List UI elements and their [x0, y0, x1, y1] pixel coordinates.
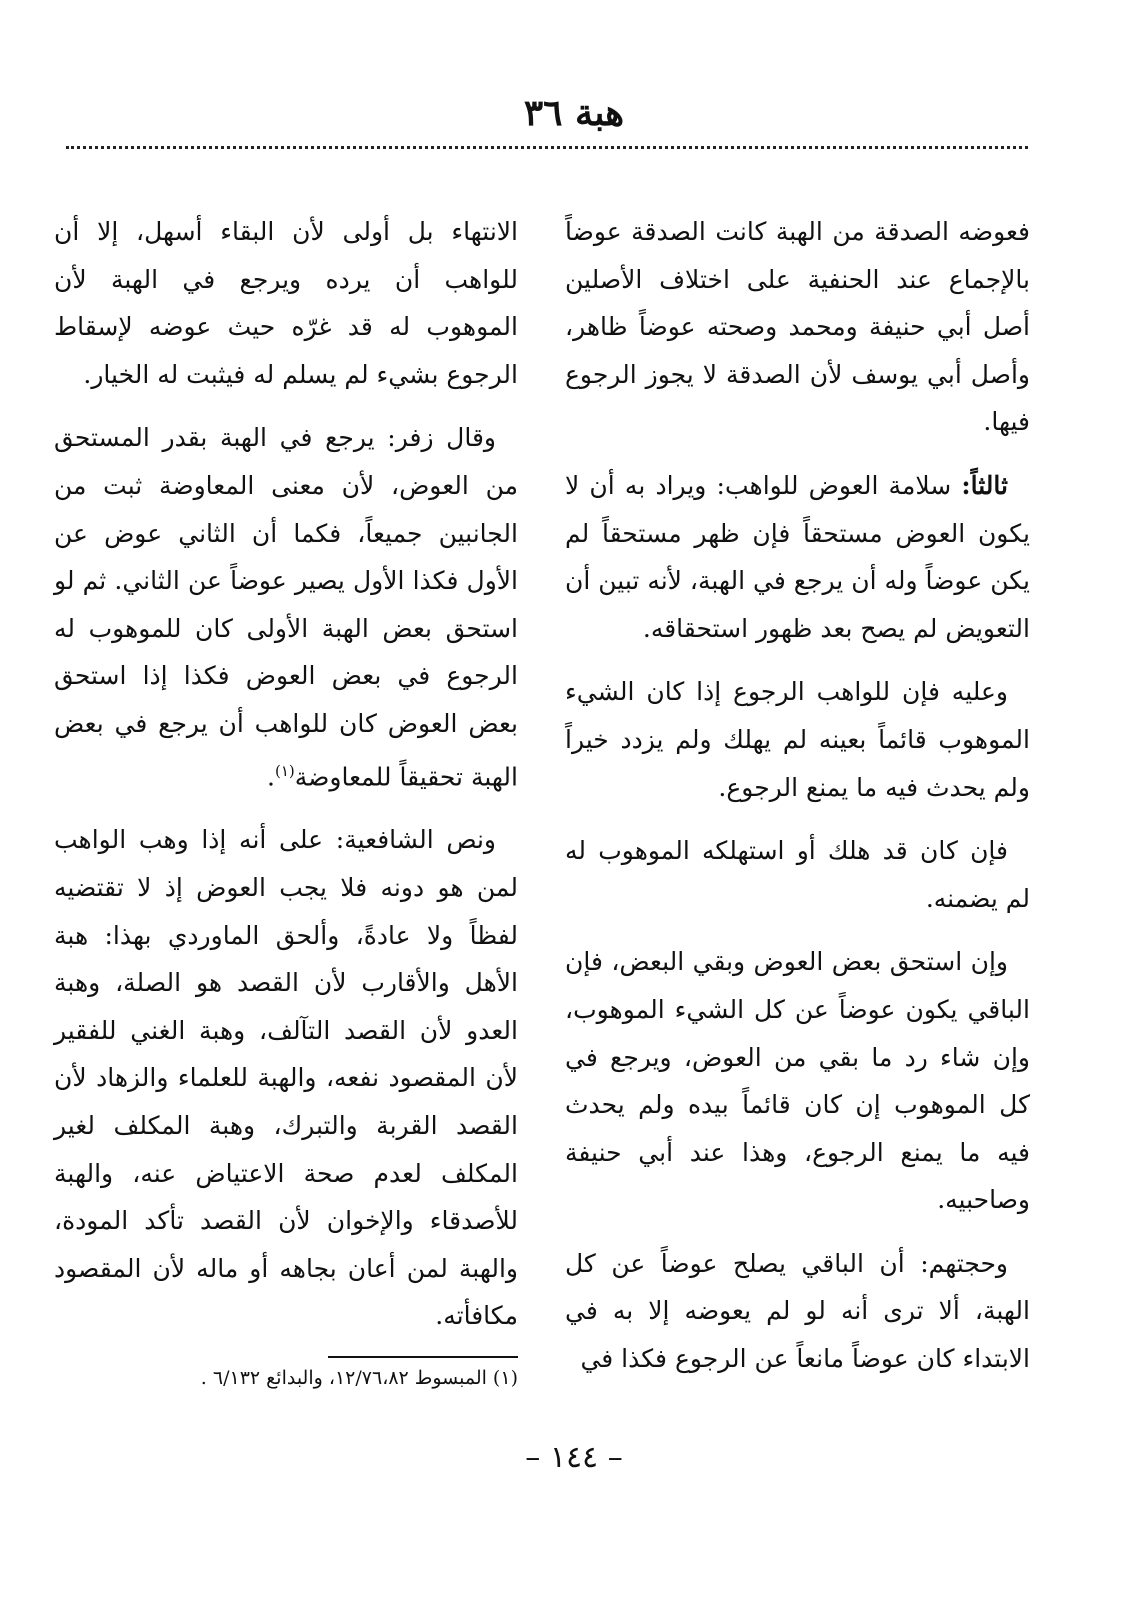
footnote-separator	[328, 1356, 518, 1358]
left-paragraph-2-text: وقال زفر: يرجع في الهبة بقدر المستحق من العوض، لأن معنى المعاوضة ثبت من الجانبين جميعاً، فكما أن الثاني عوض عن الأول فكذا الأول يصير عوضاً عن الثاني. ثم لو استحق بعض الهبة الأولى كان للموهوب له الرجوع في بعض العوض فكذا إذا استحق بعض العوض كان للواهب أن يرجع في بعض الهبة تحقيقاً للمعاوضة	[54, 423, 518, 791]
page-number: – ١٤٤ –	[525, 1440, 623, 1475]
footnote-text: (١) المبسوط ١٢/٧٦،٨٢، والبدائع ٦/١٣٢ .	[200, 1366, 518, 1389]
left-paragraph-2	[54, 414, 518, 800]
right-paragraph-3: وعليه فإن للواهب الرجوع إذا كان الشيء الموهوب قائماً بعينه لم يهلك ولم يزدد خيراً ولم يحدث فيه ما يمنع الرجوع.	[565, 677, 1030, 802]
left-paragraph-3: ونص الشافعية: على أنه إذا وهب الواهب لمن هو دونه فلا يجب العوض إذ لا تقتضيه لفظاً ولا عادةً، وألحق الماوردي بهذا: هبة الأهل والأقارب لأن القصد هو الصلة، وهبة العدو لأن القصد التآلف، وهبة الغني للفقير لأن المقصود نفعه، والهبة للعلماء والزهاد لأن القصد القربة والتبرك، وهبة المكلف لغير المكلف لعدم صحة الاعتياض عنه، والهبة للأصدقاء والإخوان لأن القصد تأكد المودة، والهبة لمن أعان بجاهه أو ماله لأن المقصود مكافأته.	[54, 825, 518, 1331]
right-paragraph-1: فعوضه الصدقة من الهبة كانت الصدقة عوضاً بالإجماع عند الحنفية على اختلاف الأصلين أصل أبي حنيفة ومحمد وصحته عوضاً ظاهر، وأصل أبي يوسف لأن الصدقة لا يجوز الرجوع فيها.	[565, 217, 1030, 437]
left-paragraph-1: الانتهاء بل أولى لأن البقاء أسهل، إلا أن للواهب أن يرده ويرجع في الهبة لأن الموهوب له قد غرّه حيث عوضه لإسقاط الرجوع بشيء لم يسلم له فيثبت له الخيار.	[54, 217, 518, 389]
left-paragraph-2-end: .	[267, 761, 275, 791]
header-dotted-divider	[66, 146, 1028, 149]
page-header-title: هبة ٣٦	[523, 92, 625, 134]
right-paragraph-4: فإن كان قد هلك أو استهلكه الموهوب له لم يضمنه.	[565, 836, 1030, 913]
footnote-reference: (١)	[275, 761, 295, 780]
left-column	[54, 208, 518, 1392]
section-lead-thalithan: ثالثاً:	[961, 470, 1008, 500]
right-paragraph-5: وإن استحق بعض العوض وبقي البعض، فإن الباقي يكون عوضاً عن كل الشيء الموهوب، وإن شاء رد ما بقي من العوض، ويرجع في كل الموهوب إن كان قائماً بيده ولم يحدث فيه ما يمنع الرجوع، وهذا عند أبي حنيفة وصاحبيه.	[565, 947, 1030, 1215]
right-column	[565, 208, 1030, 1399]
right-paragraph-2-text: سلامة العوض للواهب: ويراد به أن لا يكون العوض مستحقاً فإن ظهر مستحقاً لم يكن عوضاً وله أن يرجع في الهبة، لأنه تبين أن التعويض لم يصح بعد ظهور استحقاقه.	[565, 470, 1030, 643]
right-paragraph-2	[565, 462, 1030, 652]
right-paragraph-6: وحجتهم: أن الباقي يصلح عوضاً عن كل الهبة، ألا ترى أنه لو لم يعوضه إلا به في الابتداء كان عوضاً مانعاً عن الرجوع فكذا في	[565, 1248, 1030, 1374]
